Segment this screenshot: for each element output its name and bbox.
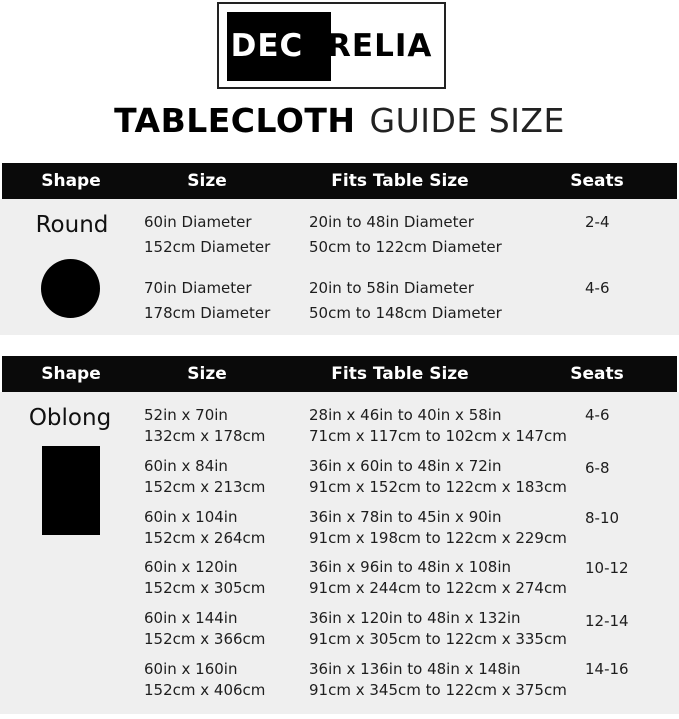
- oblong-row-2-size-in: 60in x 84in: [144, 457, 228, 475]
- header-shape: Shape: [41, 171, 101, 191]
- oblong-row-3-seats: 8-10: [585, 509, 620, 527]
- oblong-row-4-fits-cm: 91cm x 244cm to 122cm x 274cm: [309, 579, 567, 597]
- oblong-row-3-fits-cm: 91cm x 198cm to 122cm x 229cm: [309, 529, 567, 547]
- title-light: GUIDE SIZE: [369, 101, 565, 140]
- oblong-table-header: [2, 356, 677, 392]
- header-seats: Seats: [570, 171, 624, 191]
- oblong-row-2-size-cm: 152cm x 213cm: [144, 478, 266, 496]
- round-row-1-size-in: 60in Diameter: [144, 213, 252, 231]
- oblong-row-5-fits-in: 36in x 120in to 48in x 132in: [309, 609, 521, 627]
- oblong-row-4-seats: 10-12: [585, 559, 629, 577]
- oblong-row-6-fits-cm: 91cm x 345cm to 122cm x 375cm: [309, 681, 567, 699]
- oblong-row-6-size-cm: 152cm x 406cm: [144, 681, 266, 699]
- header-fits: Fits Table Size: [331, 171, 469, 191]
- brand-name-right: CRELIA: [303, 27, 433, 64]
- round-row-1-fits-cm: 50cm to 122cm Diameter: [309, 238, 502, 256]
- header-shape: Shape: [41, 364, 101, 384]
- oblong-row-6-size-in: 60in x 160in: [144, 660, 238, 678]
- oblong-row-1-fits-cm: 71cm x 117cm to 102cm x 147cm: [309, 427, 567, 445]
- round-table-header: [2, 163, 677, 199]
- brand-name-left: DEC: [230, 27, 304, 64]
- brand-logo: [217, 2, 446, 89]
- oblong-row-5-seats: 12-14: [585, 612, 629, 630]
- header-fits: Fits Table Size: [331, 364, 469, 384]
- oblong-row-1-fits-in: 28in x 46in to 40in x 58in: [309, 406, 502, 424]
- round-row-2-size-in: 70in Diameter: [144, 279, 252, 297]
- oblong-row-3-size-cm: 152cm x 264cm: [144, 529, 266, 547]
- title-bold: TABLECLOTH: [114, 101, 356, 140]
- oblong-row-2-fits-in: 36in x 60in to 48in x 72in: [309, 457, 502, 475]
- oblong-row-6-fits-in: 36in x 136in to 48in x 148in: [309, 660, 521, 678]
- oblong-row-6-seats: 14-16: [585, 660, 629, 678]
- oblong-row-4-fits-in: 36in x 96in to 48in x 108in: [309, 558, 512, 576]
- oblong-row-1-seats: 4-6: [585, 406, 610, 424]
- round-row-1-seats: 2-4: [585, 213, 610, 231]
- oblong-row-4-size-cm: 152cm x 305cm: [144, 579, 266, 597]
- shape-oblong-label: Oblong: [28, 405, 112, 431]
- oblong-row-5-size-cm: 152cm x 366cm: [144, 630, 266, 648]
- oblong-row-3-size-in: 60in x 104in: [144, 508, 238, 526]
- round-row-1-size-cm: 152cm Diameter: [144, 238, 271, 256]
- round-shape-icon: [41, 259, 100, 318]
- page-title: [0, 96, 679, 146]
- oblong-row-4-size-in: 60in x 120in: [144, 558, 238, 576]
- oblong-row-5-fits-cm: 91cm x 305cm to 122cm x 335cm: [309, 630, 567, 648]
- oblong-row-1-size-in: 52in x 70in: [144, 406, 228, 424]
- oblong-row-2-fits-cm: 91cm x 152cm to 122cm x 183cm: [309, 478, 567, 496]
- oblong-shape-icon: [42, 446, 100, 535]
- round-row-2-size-cm: 178cm Diameter: [144, 304, 271, 322]
- header-size: Size: [187, 171, 227, 191]
- round-row-2-seats: 4-6: [585, 279, 610, 297]
- header-size: Size: [187, 364, 227, 384]
- round-row-2-fits-in: 20in to 58in Diameter: [309, 279, 474, 297]
- header-seats: Seats: [570, 364, 624, 384]
- round-row-1-fits-in: 20in to 48in Diameter: [309, 213, 474, 231]
- oblong-row-1-size-cm: 132cm x 178cm: [144, 427, 266, 445]
- oblong-row-3-fits-in: 36in x 78in to 45in x 90in: [309, 508, 502, 526]
- round-row-2-fits-cm: 50cm to 148cm Diameter: [309, 304, 502, 322]
- oblong-row-2-seats: 6-8: [585, 459, 610, 477]
- shape-round-label: Round: [35, 212, 109, 238]
- oblong-row-5-size-in: 60in x 144in: [144, 609, 238, 627]
